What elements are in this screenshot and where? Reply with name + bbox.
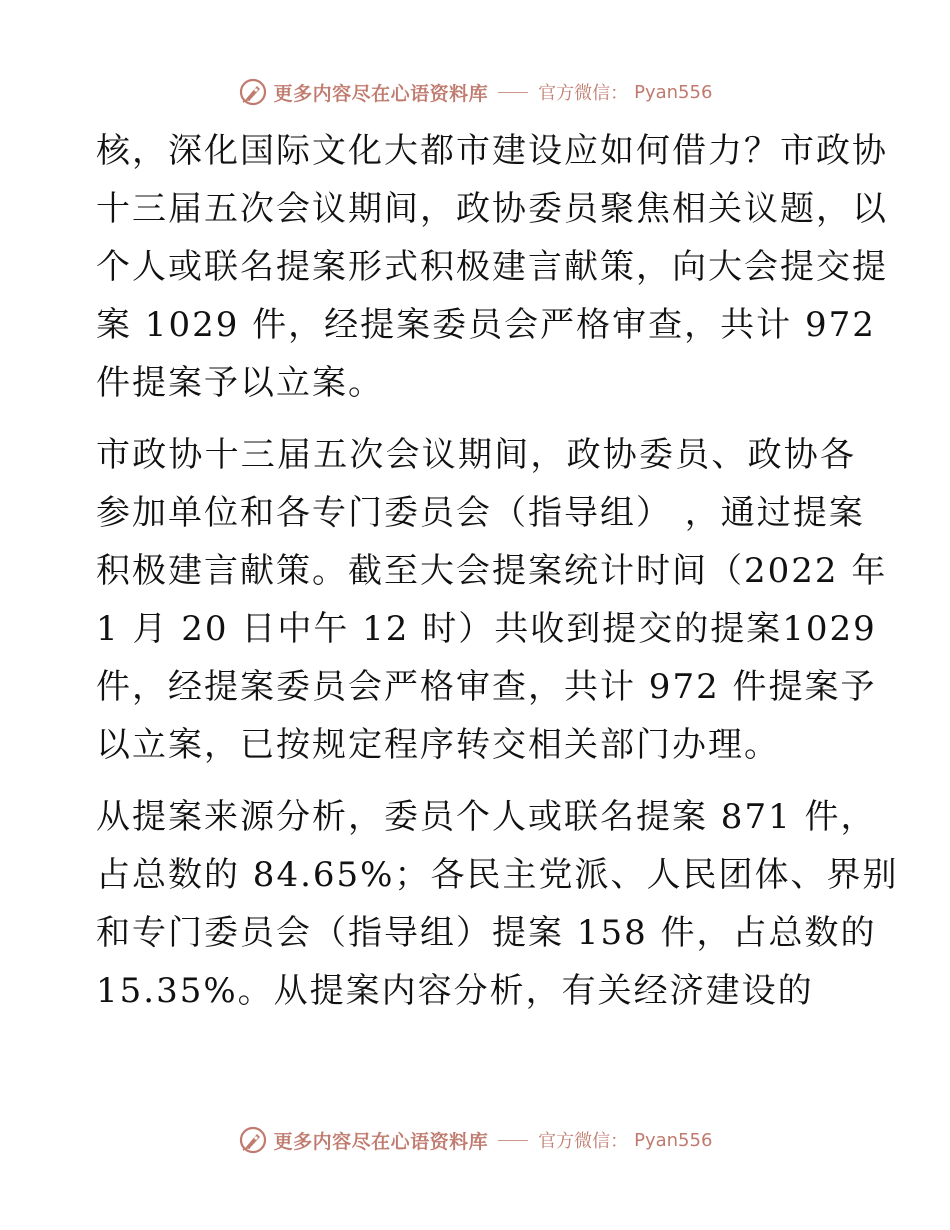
watermark-brand: 更多内容尽在心语资料库 <box>273 82 489 105</box>
text-line: 占总数的 84.65%；各民主党派、人民团体、界别 <box>96 855 899 895</box>
text-line: 案 1029 件，经提案委员会严格审查，共计 972 <box>96 305 876 345</box>
text-line: 以立案，已按规定程序转交相关部门办理。 <box>96 725 780 765</box>
paragraph-1 <box>96 122 888 412</box>
header-watermark <box>0 72 950 112</box>
text-line: 件，经提案委员会严格审查，共计 972 件提案予 <box>96 667 877 707</box>
text-line: 个人或联名提案形式积极建言献策，向大会提交提 <box>96 247 888 287</box>
text-line: 和专门委员会（指导组）提案 158 件，占总数的 <box>96 913 877 953</box>
text-line: 15.35%。从提案内容分析，有关经济建设的 <box>96 971 814 1011</box>
footer-watermark <box>0 1120 950 1160</box>
text-line: 市政协十三届五次会议期间，政协委员、政协各 <box>96 435 856 475</box>
text-line: 1 月 20 日中午 12 时）共收到提交的提案1029 <box>96 609 877 649</box>
text-line: 从提案来源分析，委员个人或联名提案 871 件， <box>96 797 877 837</box>
text-line: 核，深化国际文化大都市建设应如何借力？市政协 <box>96 131 888 171</box>
text-line: 十三届五次会议期间，政协委员聚焦相关议题，以 <box>96 189 888 229</box>
watermark-official-label: 官方微信： <box>538 83 629 104</box>
watermark-official-label: 官方微信： <box>538 1131 629 1152</box>
paragraph-2 <box>96 426 888 774</box>
paragraph-3 <box>96 788 899 1020</box>
pen-nib-circle-icon <box>238 77 268 107</box>
watermark-brand: 更多内容尽在心语资料库 <box>273 1130 489 1153</box>
watermark-wechat-id: Pyan556 <box>634 81 713 103</box>
document-body <box>96 122 899 1020</box>
text-line: 积极建言献策。截至大会提案统计时间（2022 年 <box>96 551 888 591</box>
watermark-wechat-id: Pyan556 <box>634 1129 713 1151</box>
watermark-separator <box>498 92 528 93</box>
text-line: 件提案予以立案。 <box>96 363 384 403</box>
watermark-separator <box>498 1140 528 1141</box>
text-line: 参加单位和各专门委员会（指导组） ，通过提案 <box>96 493 865 533</box>
pen-nib-circle-icon <box>238 1125 268 1155</box>
